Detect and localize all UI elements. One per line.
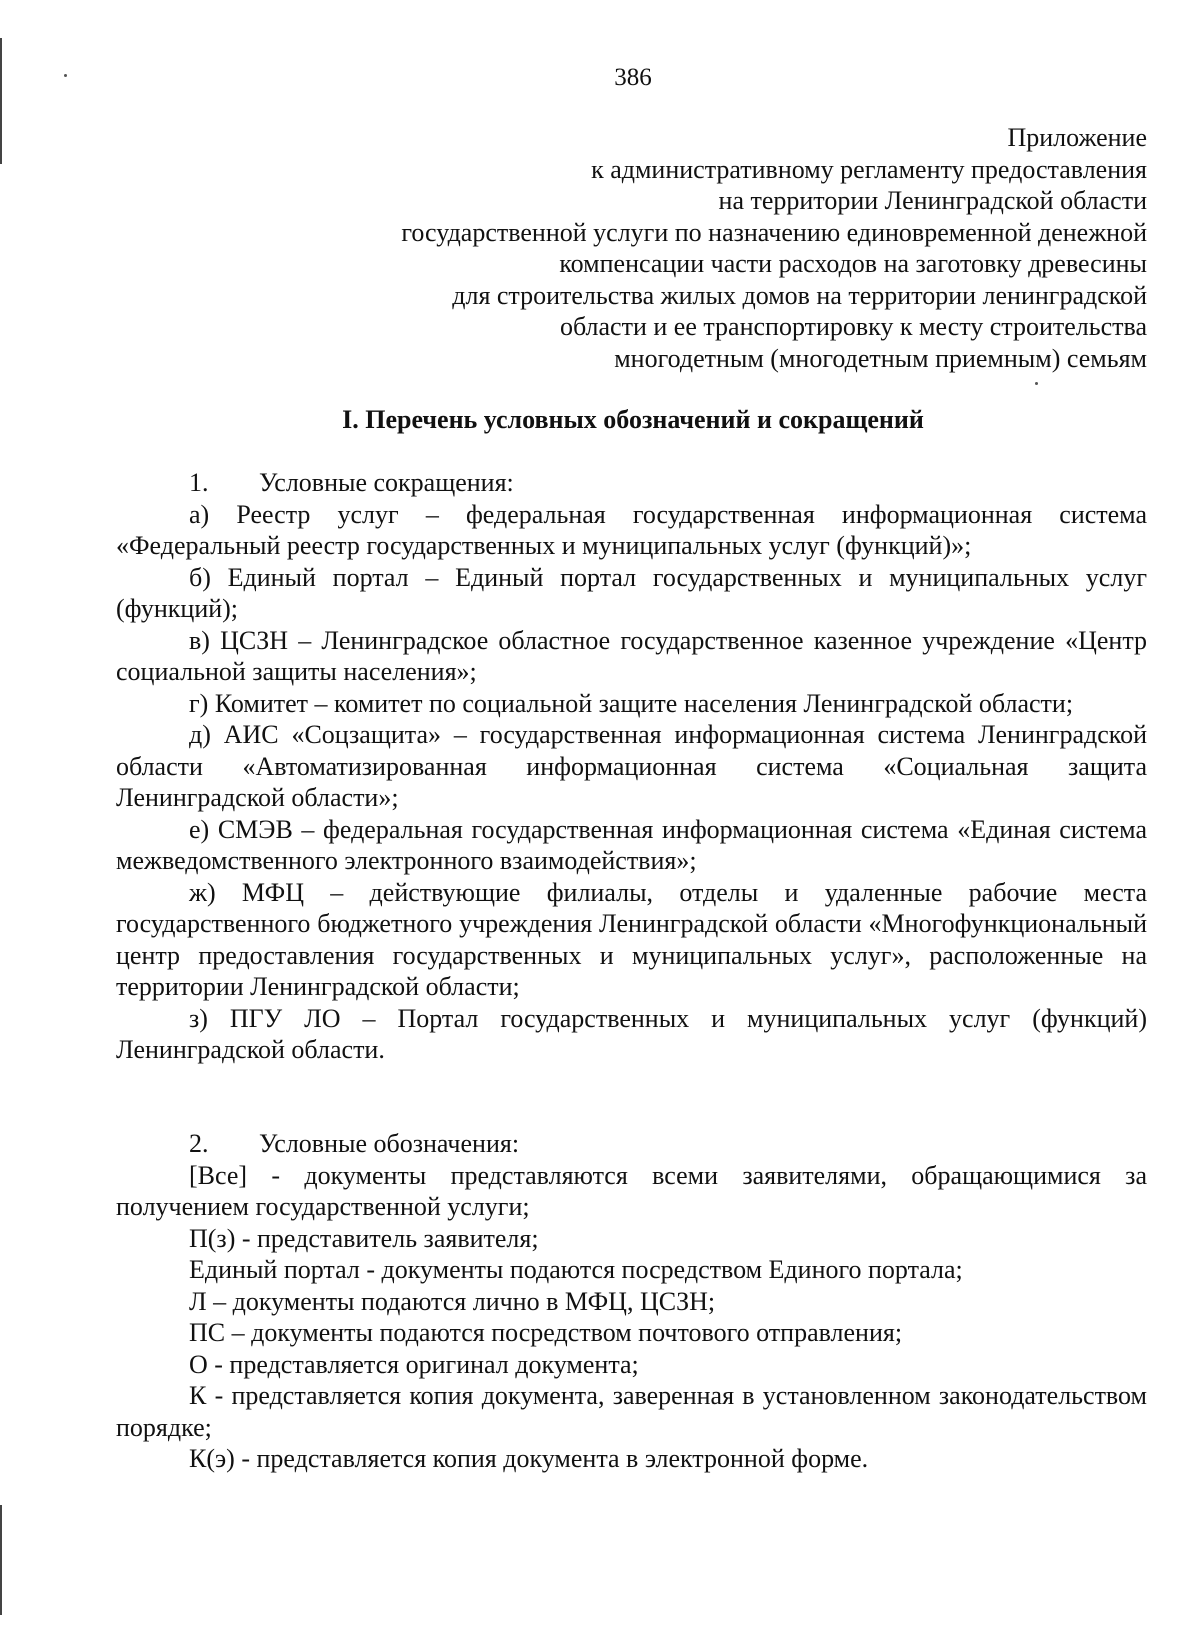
- appendix-line: многодетным (многодетным приемным) семьям: [614, 343, 1147, 373]
- appendix-header: [247, 122, 1147, 374]
- notation-item: Единый портал - документы подаются посредством Единого портала;: [189, 1255, 963, 1284]
- notations-heading: [116, 1128, 1147, 1160]
- list-heading: Условные сокращения:: [259, 468, 514, 497]
- notation-item: ПС – документы подаются посредством почтового отправления;: [189, 1318, 903, 1347]
- appendix-line: области и ее транспортировку к месту строительства: [559, 312, 1147, 341]
- scan-edge-mark: [0, 1505, 2, 1615]
- abbreviation-item: г) Комитет – комитет по социальной защите населения Ленинградской области;: [189, 688, 1074, 718]
- appendix-line: на территории Ленинградской области: [718, 186, 1147, 215]
- page-number: 386: [614, 64, 652, 91]
- notation-item: К(э) - представляется копия документа в электронной форме.: [189, 1444, 869, 1473]
- section-title: I. Перечень условных обозначений и сокращений: [342, 405, 924, 434]
- notation-item: [Все] - документы представляются всеми заявителями, обращающимися за получением государственной услуги;: [116, 1160, 1147, 1221]
- notation-item: К - представляется копия документа, заверенная в установленном законодательством порядке;: [116, 1381, 1147, 1442]
- abbreviations-section: [116, 467, 1147, 1066]
- appendix-line: для строительства жилых домов на территории ленинградской: [452, 280, 1147, 310]
- abbreviation-item: а) Реестр услуг – федеральная государственная информационная система «Федеральный реестр государственных и муниципальных услуг (функций)»;: [116, 499, 1147, 560]
- scan-edge-mark: [0, 38, 2, 164]
- abbreviations-heading: [116, 467, 1147, 499]
- list-number: 1.: [189, 468, 209, 497]
- abbreviation-item: з) ПГУ ЛО – Портал государственных и муниципальных услуг (функций) Ленинградской области.: [116, 1003, 1147, 1064]
- abbreviation-item: ж) МФЦ – действующие филиалы, отделы и удаленные рабочие места государственного бюджетного учреждения Ленинградской области «Многофункциональный центр предоставления государственных и муниципальных услуг», расположенные на территории Ленинградской области;: [116, 877, 1147, 1001]
- notations-section: [116, 1128, 1147, 1475]
- abbreviation-item: д) АИС «Соцзащита» – государственная информационная система Ленинградской области «Автоматизированная информационная система «Социальная защита Ленинградской области»;: [116, 720, 1147, 812]
- abbreviation-item: б) Единый портал – Единый портал государственных и муниципальных услуг (функций);: [116, 562, 1147, 623]
- appendix-line: к административному регламенту предоставления: [591, 154, 1147, 184]
- abbreviation-item: в) ЦСЗН – Ленинградское областное государственное казенное учреждение «Центр социальной защиты населения»;: [116, 625, 1147, 686]
- appendix-line: государственной услуги по назначению единовременной денежной: [401, 217, 1147, 247]
- list-number: 2.: [189, 1129, 209, 1158]
- notation-item: О - представляется оригинал документа;: [189, 1349, 639, 1379]
- notation-item: Л – документы подаются лично в МФЦ, ЦСЗН;: [189, 1286, 716, 1316]
- notation-item: П(з) - представитель заявителя;: [189, 1223, 539, 1253]
- appendix-line: компенсации части расходов на заготовку древесины: [559, 249, 1147, 278]
- appendix-line: Приложение: [1007, 123, 1147, 152]
- abbreviation-item: е) СМЭВ – федеральная государственная информационная система «Единая система межведомственного электронного взаимодействия»;: [116, 814, 1147, 875]
- list-heading: Условные обозначения:: [259, 1129, 520, 1158]
- scan-speck: [1035, 382, 1038, 385]
